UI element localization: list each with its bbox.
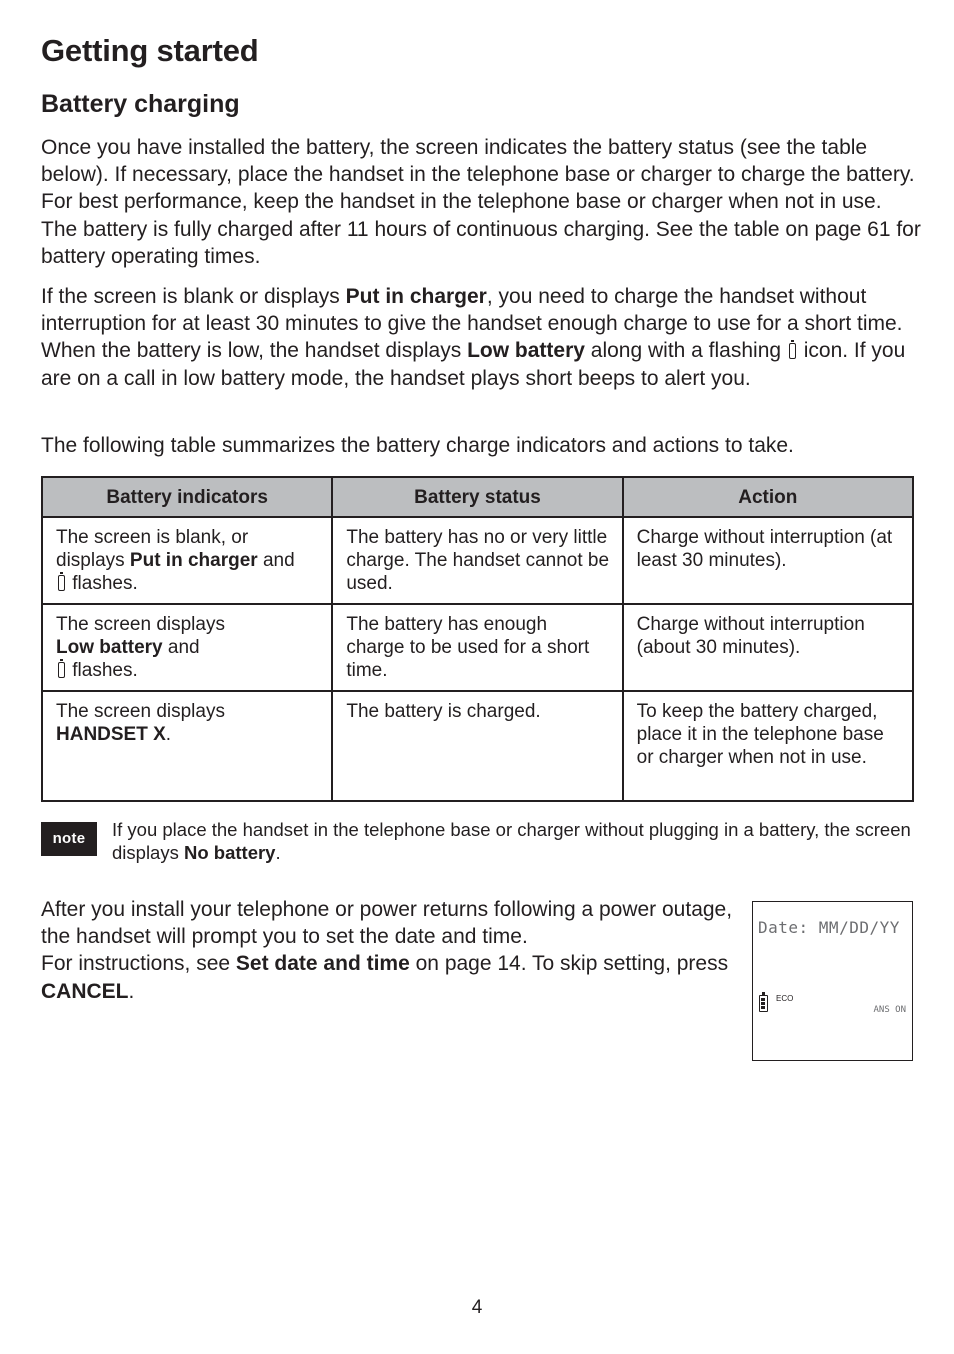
lcd-date-prompt: Date: MM/DD/YY xyxy=(758,918,900,937)
header-battery-status: Battery status xyxy=(332,477,622,517)
table-row xyxy=(42,691,913,801)
text-run: , you need to charge the handset without interruption for at least 30 minutes to give the handset enough charge to use for a short time. When the battery is low, the handset displays xyxy=(41,285,903,363)
action-cell: Charge without interruption (about 30 minutes). xyxy=(623,604,913,691)
note-badge: note xyxy=(41,822,97,856)
text-run: flashes. xyxy=(67,660,138,681)
status-cell: The battery is charged. xyxy=(332,691,622,801)
handset-screen-illustration xyxy=(752,901,913,1061)
text-run: The screen displays xyxy=(56,701,225,722)
text-run: . xyxy=(128,979,135,1003)
battery-table xyxy=(41,476,914,802)
text-run: . xyxy=(165,724,172,745)
lcd-battery-icon xyxy=(759,995,768,1012)
text-run: flashes. xyxy=(67,573,138,594)
action-cell: Charge without interruption (at least 30 minutes). xyxy=(623,517,913,604)
text-run: After you install your telephone or power returns following a power outage, the handset will prompt you to set the date and time. xyxy=(41,898,733,949)
text-run: If you place the handset in the telephone base or charger without plugging in a battery, the screen displays xyxy=(112,819,911,863)
text-run: The screen is blank, or displays xyxy=(56,527,249,571)
set-date-time-label: Set date and time xyxy=(235,952,410,976)
setup-paragraph xyxy=(41,896,741,1005)
text-run: and xyxy=(257,550,295,571)
no-battery-label: No battery xyxy=(183,842,276,863)
table-intro-paragraph: The following table summarizes the battery charge indicators and actions to take. xyxy=(41,434,794,457)
table-header-row xyxy=(42,477,913,517)
header-action: Action xyxy=(623,477,913,517)
page-number: 4 xyxy=(471,1297,483,1318)
text-run: and xyxy=(162,637,200,658)
charging-paragraph xyxy=(41,283,911,392)
indicator-cell xyxy=(42,691,332,801)
status-cell: The battery has no or very little charge. The handset cannot be used. xyxy=(332,517,622,604)
text-run: on page 14. To skip setting, press xyxy=(409,952,729,976)
low-battery-label: Low battery xyxy=(56,637,163,658)
page-title: Getting started xyxy=(41,33,259,68)
battery-icon xyxy=(58,662,65,678)
put-in-charger-label: Put in charger xyxy=(345,285,487,308)
handset-x-label: HANDSET X xyxy=(56,724,166,745)
text-run: icon. If you are on a call in low battery mode, the handset plays short beeps to alert you. xyxy=(41,339,906,390)
indicator-cell xyxy=(42,517,332,604)
text-run: The screen displays xyxy=(56,614,225,635)
intro-paragraph: Once you have installed the battery, the screen indicates the battery status (see the table below). If necessary, place the handset in the telephone base or charger to charge the battery. For best performance, keep the handset in the telephone base or charger when not in use. The battery is fully charged after 11 hours of continuous charging. See the table on page 61 for battery operating times. xyxy=(41,136,921,268)
text-run: . xyxy=(275,842,281,863)
cancel-label: CANCEL xyxy=(41,979,129,1003)
header-battery-indicators: Battery indicators xyxy=(42,477,332,517)
text-run: along with a flashing xyxy=(584,339,787,363)
lcd-eco-label: ECO xyxy=(776,994,794,1003)
text-run: For instructions, see xyxy=(41,952,236,976)
put-in-charger-label: Put in charger xyxy=(129,550,258,571)
table-row xyxy=(42,604,913,691)
note-text xyxy=(112,818,912,864)
status-cell: The battery has enough charge to be used for a short time. xyxy=(332,604,622,691)
table-row xyxy=(42,517,913,604)
battery-icon xyxy=(58,575,65,591)
text-run: If the screen is blank or displays xyxy=(41,285,346,308)
indicator-cell xyxy=(42,604,332,691)
battery-icon xyxy=(789,343,796,359)
action-cell: To keep the battery charged, place it in the telephone base or charger when not in use. xyxy=(623,691,913,801)
lcd-ans-on-label: ANS ON xyxy=(873,1005,906,1015)
section-title: Battery charging xyxy=(41,90,240,118)
low-battery-label: Low battery xyxy=(467,339,585,363)
